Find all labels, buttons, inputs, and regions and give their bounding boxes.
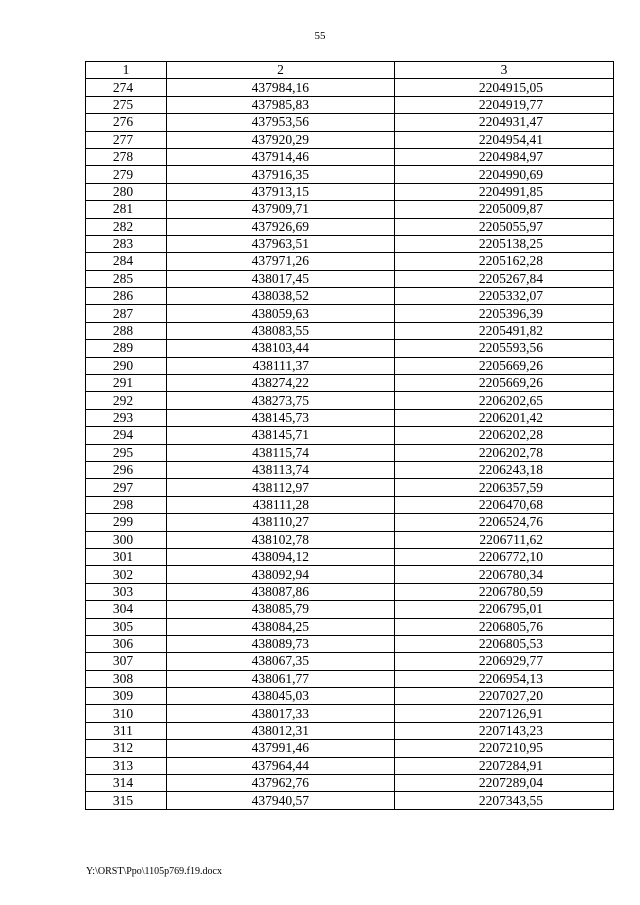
x-coordinate-cell: 438084,25 bbox=[167, 618, 395, 635]
table-row bbox=[86, 583, 614, 600]
y-coordinate-cell: 2207126,91 bbox=[395, 705, 614, 722]
x-coordinate-cell: 437914,46 bbox=[167, 148, 395, 165]
y-coordinate-cell: 2205669,26 bbox=[395, 357, 614, 374]
x-coordinate-cell: 437985,83 bbox=[167, 96, 395, 113]
x-coordinate-cell: 438103,44 bbox=[167, 340, 395, 357]
point-number-cell: 296 bbox=[86, 461, 167, 478]
point-number-cell: 292 bbox=[86, 392, 167, 409]
point-number-cell: 297 bbox=[86, 479, 167, 496]
x-coordinate-cell: 438113,74 bbox=[167, 461, 395, 478]
y-coordinate-cell: 2206805,76 bbox=[395, 618, 614, 635]
table-row bbox=[86, 566, 614, 583]
column-header-3: 3 bbox=[395, 62, 614, 79]
point-number-cell: 315 bbox=[86, 792, 167, 809]
x-coordinate-cell: 437940,57 bbox=[167, 792, 395, 809]
table-row bbox=[86, 131, 614, 148]
column-header-2: 2 bbox=[167, 62, 395, 79]
y-coordinate-cell: 2206795,01 bbox=[395, 601, 614, 618]
x-coordinate-cell: 438092,94 bbox=[167, 566, 395, 583]
point-number-cell: 301 bbox=[86, 548, 167, 565]
x-coordinate-cell: 438017,45 bbox=[167, 270, 395, 287]
point-number-cell: 302 bbox=[86, 566, 167, 583]
x-coordinate-cell: 438274,22 bbox=[167, 375, 395, 392]
table-row bbox=[86, 601, 614, 618]
point-number-cell: 280 bbox=[86, 183, 167, 200]
point-number-cell: 308 bbox=[86, 670, 167, 687]
y-coordinate-cell: 2206470,68 bbox=[395, 496, 614, 513]
table-row bbox=[86, 340, 614, 357]
table-row bbox=[86, 635, 614, 652]
x-coordinate-cell: 438089,73 bbox=[167, 635, 395, 652]
x-coordinate-cell: 438067,35 bbox=[167, 653, 395, 670]
point-number-cell: 312 bbox=[86, 740, 167, 757]
table-row bbox=[86, 114, 614, 131]
coordinates-table-body bbox=[86, 62, 614, 810]
x-coordinate-cell: 437913,15 bbox=[167, 183, 395, 200]
point-number-cell: 294 bbox=[86, 427, 167, 444]
point-number-cell: 290 bbox=[86, 357, 167, 374]
point-number-cell: 287 bbox=[86, 305, 167, 322]
y-coordinate-cell: 2206711,62 bbox=[395, 531, 614, 548]
x-coordinate-cell: 438087,86 bbox=[167, 583, 395, 600]
y-coordinate-cell: 2205267,84 bbox=[395, 270, 614, 287]
table-row bbox=[86, 775, 614, 792]
point-number-cell: 288 bbox=[86, 322, 167, 339]
y-coordinate-cell: 2206780,59 bbox=[395, 583, 614, 600]
y-coordinate-cell: 2206780,34 bbox=[395, 566, 614, 583]
y-coordinate-cell: 2206243,18 bbox=[395, 461, 614, 478]
y-coordinate-cell: 2207210,95 bbox=[395, 740, 614, 757]
x-coordinate-cell: 438145,71 bbox=[167, 427, 395, 444]
x-coordinate-cell: 438112,97 bbox=[167, 479, 395, 496]
table-row bbox=[86, 409, 614, 426]
table-row bbox=[86, 670, 614, 687]
table-row bbox=[86, 79, 614, 96]
table-row bbox=[86, 392, 614, 409]
table-row bbox=[86, 235, 614, 252]
x-coordinate-cell: 437953,56 bbox=[167, 114, 395, 131]
table-row bbox=[86, 201, 614, 218]
footer-file-path: Y:\ORST\Ppo\1105p769.f19.docx bbox=[86, 866, 222, 877]
point-number-cell: 307 bbox=[86, 653, 167, 670]
x-coordinate-cell: 438061,77 bbox=[167, 670, 395, 687]
x-coordinate-cell: 438111,37 bbox=[167, 357, 395, 374]
table-row bbox=[86, 444, 614, 461]
x-coordinate-cell: 438045,03 bbox=[167, 688, 395, 705]
y-coordinate-cell: 2207284,91 bbox=[395, 757, 614, 774]
table-row bbox=[86, 531, 614, 548]
x-coordinate-cell: 437926,69 bbox=[167, 218, 395, 235]
y-coordinate-cell: 2205593,56 bbox=[395, 340, 614, 357]
y-coordinate-cell: 2204919,77 bbox=[395, 96, 614, 113]
y-coordinate-cell: 2206357,59 bbox=[395, 479, 614, 496]
y-coordinate-cell: 2205138,25 bbox=[395, 235, 614, 252]
table-row bbox=[86, 270, 614, 287]
y-coordinate-cell: 2206202,78 bbox=[395, 444, 614, 461]
y-coordinate-cell: 2207143,23 bbox=[395, 722, 614, 739]
point-number-cell: 310 bbox=[86, 705, 167, 722]
table-row bbox=[86, 688, 614, 705]
table-row bbox=[86, 218, 614, 235]
x-coordinate-cell: 437909,71 bbox=[167, 201, 395, 218]
y-coordinate-cell: 2206524,76 bbox=[395, 514, 614, 531]
y-coordinate-cell: 2207027,20 bbox=[395, 688, 614, 705]
point-number-cell: 289 bbox=[86, 340, 167, 357]
point-number-cell: 277 bbox=[86, 131, 167, 148]
y-coordinate-cell: 2204931,47 bbox=[395, 114, 614, 131]
table-header-row bbox=[86, 62, 614, 79]
point-number-cell: 285 bbox=[86, 270, 167, 287]
table-row bbox=[86, 461, 614, 478]
table-row bbox=[86, 792, 614, 809]
x-coordinate-cell: 437920,29 bbox=[167, 131, 395, 148]
table-row bbox=[86, 740, 614, 757]
coordinates-table bbox=[85, 61, 614, 810]
x-coordinate-cell: 438094,12 bbox=[167, 548, 395, 565]
point-number-cell: 298 bbox=[86, 496, 167, 513]
table-row bbox=[86, 757, 614, 774]
y-coordinate-cell: 2207343,55 bbox=[395, 792, 614, 809]
table-row bbox=[86, 305, 614, 322]
table-row bbox=[86, 705, 614, 722]
y-coordinate-cell: 2206954,13 bbox=[395, 670, 614, 687]
point-number-cell: 274 bbox=[86, 79, 167, 96]
y-coordinate-cell: 2205669,26 bbox=[395, 375, 614, 392]
y-coordinate-cell: 2205491,82 bbox=[395, 322, 614, 339]
point-number-cell: 283 bbox=[86, 235, 167, 252]
point-number-cell: 279 bbox=[86, 166, 167, 183]
table-row bbox=[86, 514, 614, 531]
point-number-cell: 305 bbox=[86, 618, 167, 635]
y-coordinate-cell: 2205009,87 bbox=[395, 201, 614, 218]
x-coordinate-cell: 437916,35 bbox=[167, 166, 395, 183]
table-row bbox=[86, 496, 614, 513]
x-coordinate-cell: 438145,73 bbox=[167, 409, 395, 426]
y-coordinate-cell: 2205055,97 bbox=[395, 218, 614, 235]
y-coordinate-cell: 2206805,53 bbox=[395, 635, 614, 652]
y-coordinate-cell: 2206202,65 bbox=[395, 392, 614, 409]
point-number-cell: 282 bbox=[86, 218, 167, 235]
table-row bbox=[86, 288, 614, 305]
y-coordinate-cell: 2206772,10 bbox=[395, 548, 614, 565]
y-coordinate-cell: 2206201,42 bbox=[395, 409, 614, 426]
x-coordinate-cell: 437962,76 bbox=[167, 775, 395, 792]
table-row bbox=[86, 148, 614, 165]
point-number-cell: 295 bbox=[86, 444, 167, 461]
table-row bbox=[86, 653, 614, 670]
x-coordinate-cell: 437963,51 bbox=[167, 235, 395, 252]
point-number-cell: 286 bbox=[86, 288, 167, 305]
y-coordinate-cell: 2204990,69 bbox=[395, 166, 614, 183]
point-number-cell: 284 bbox=[86, 253, 167, 270]
table-row bbox=[86, 166, 614, 183]
point-number-cell: 309 bbox=[86, 688, 167, 705]
y-coordinate-cell: 2204915,05 bbox=[395, 79, 614, 96]
x-coordinate-cell: 437964,44 bbox=[167, 757, 395, 774]
table-row bbox=[86, 357, 614, 374]
x-coordinate-cell: 438115,74 bbox=[167, 444, 395, 461]
point-number-cell: 293 bbox=[86, 409, 167, 426]
table-row bbox=[86, 479, 614, 496]
y-coordinate-cell: 2204991,85 bbox=[395, 183, 614, 200]
point-number-cell: 281 bbox=[86, 201, 167, 218]
y-coordinate-cell: 2205162,28 bbox=[395, 253, 614, 270]
point-number-cell: 313 bbox=[86, 757, 167, 774]
table-row bbox=[86, 548, 614, 565]
x-coordinate-cell: 438102,78 bbox=[167, 531, 395, 548]
page-number: 55 bbox=[314, 30, 326, 42]
y-coordinate-cell: 2206929,77 bbox=[395, 653, 614, 670]
point-number-cell: 314 bbox=[86, 775, 167, 792]
table-row bbox=[86, 96, 614, 113]
table-row bbox=[86, 722, 614, 739]
table-row bbox=[86, 322, 614, 339]
table-row bbox=[86, 618, 614, 635]
table-row bbox=[86, 427, 614, 444]
x-coordinate-cell: 437984,16 bbox=[167, 79, 395, 96]
x-coordinate-cell: 437991,46 bbox=[167, 740, 395, 757]
x-coordinate-cell: 438273,75 bbox=[167, 392, 395, 409]
y-coordinate-cell: 2205396,39 bbox=[395, 305, 614, 322]
x-coordinate-cell: 438012,31 bbox=[167, 722, 395, 739]
point-number-cell: 275 bbox=[86, 96, 167, 113]
table-row bbox=[86, 253, 614, 270]
x-coordinate-cell: 438017,33 bbox=[167, 705, 395, 722]
point-number-cell: 299 bbox=[86, 514, 167, 531]
y-coordinate-cell: 2206202,28 bbox=[395, 427, 614, 444]
point-number-cell: 304 bbox=[86, 601, 167, 618]
point-number-cell: 306 bbox=[86, 635, 167, 652]
y-coordinate-cell: 2207289,04 bbox=[395, 775, 614, 792]
column-header-1: 1 bbox=[86, 62, 167, 79]
point-number-cell: 291 bbox=[86, 375, 167, 392]
x-coordinate-cell: 438038,52 bbox=[167, 288, 395, 305]
table-row bbox=[86, 375, 614, 392]
x-coordinate-cell: 438059,63 bbox=[167, 305, 395, 322]
x-coordinate-cell: 438083,55 bbox=[167, 322, 395, 339]
point-number-cell: 276 bbox=[86, 114, 167, 131]
x-coordinate-cell: 437971,26 bbox=[167, 253, 395, 270]
y-coordinate-cell: 2204984,97 bbox=[395, 148, 614, 165]
y-coordinate-cell: 2205332,07 bbox=[395, 288, 614, 305]
y-coordinate-cell: 2204954,41 bbox=[395, 131, 614, 148]
point-number-cell: 303 bbox=[86, 583, 167, 600]
point-number-cell: 311 bbox=[86, 722, 167, 739]
point-number-cell: 300 bbox=[86, 531, 167, 548]
x-coordinate-cell: 438111,28 bbox=[167, 496, 395, 513]
x-coordinate-cell: 438110,27 bbox=[167, 514, 395, 531]
table-row bbox=[86, 183, 614, 200]
point-number-cell: 278 bbox=[86, 148, 167, 165]
x-coordinate-cell: 438085,79 bbox=[167, 601, 395, 618]
